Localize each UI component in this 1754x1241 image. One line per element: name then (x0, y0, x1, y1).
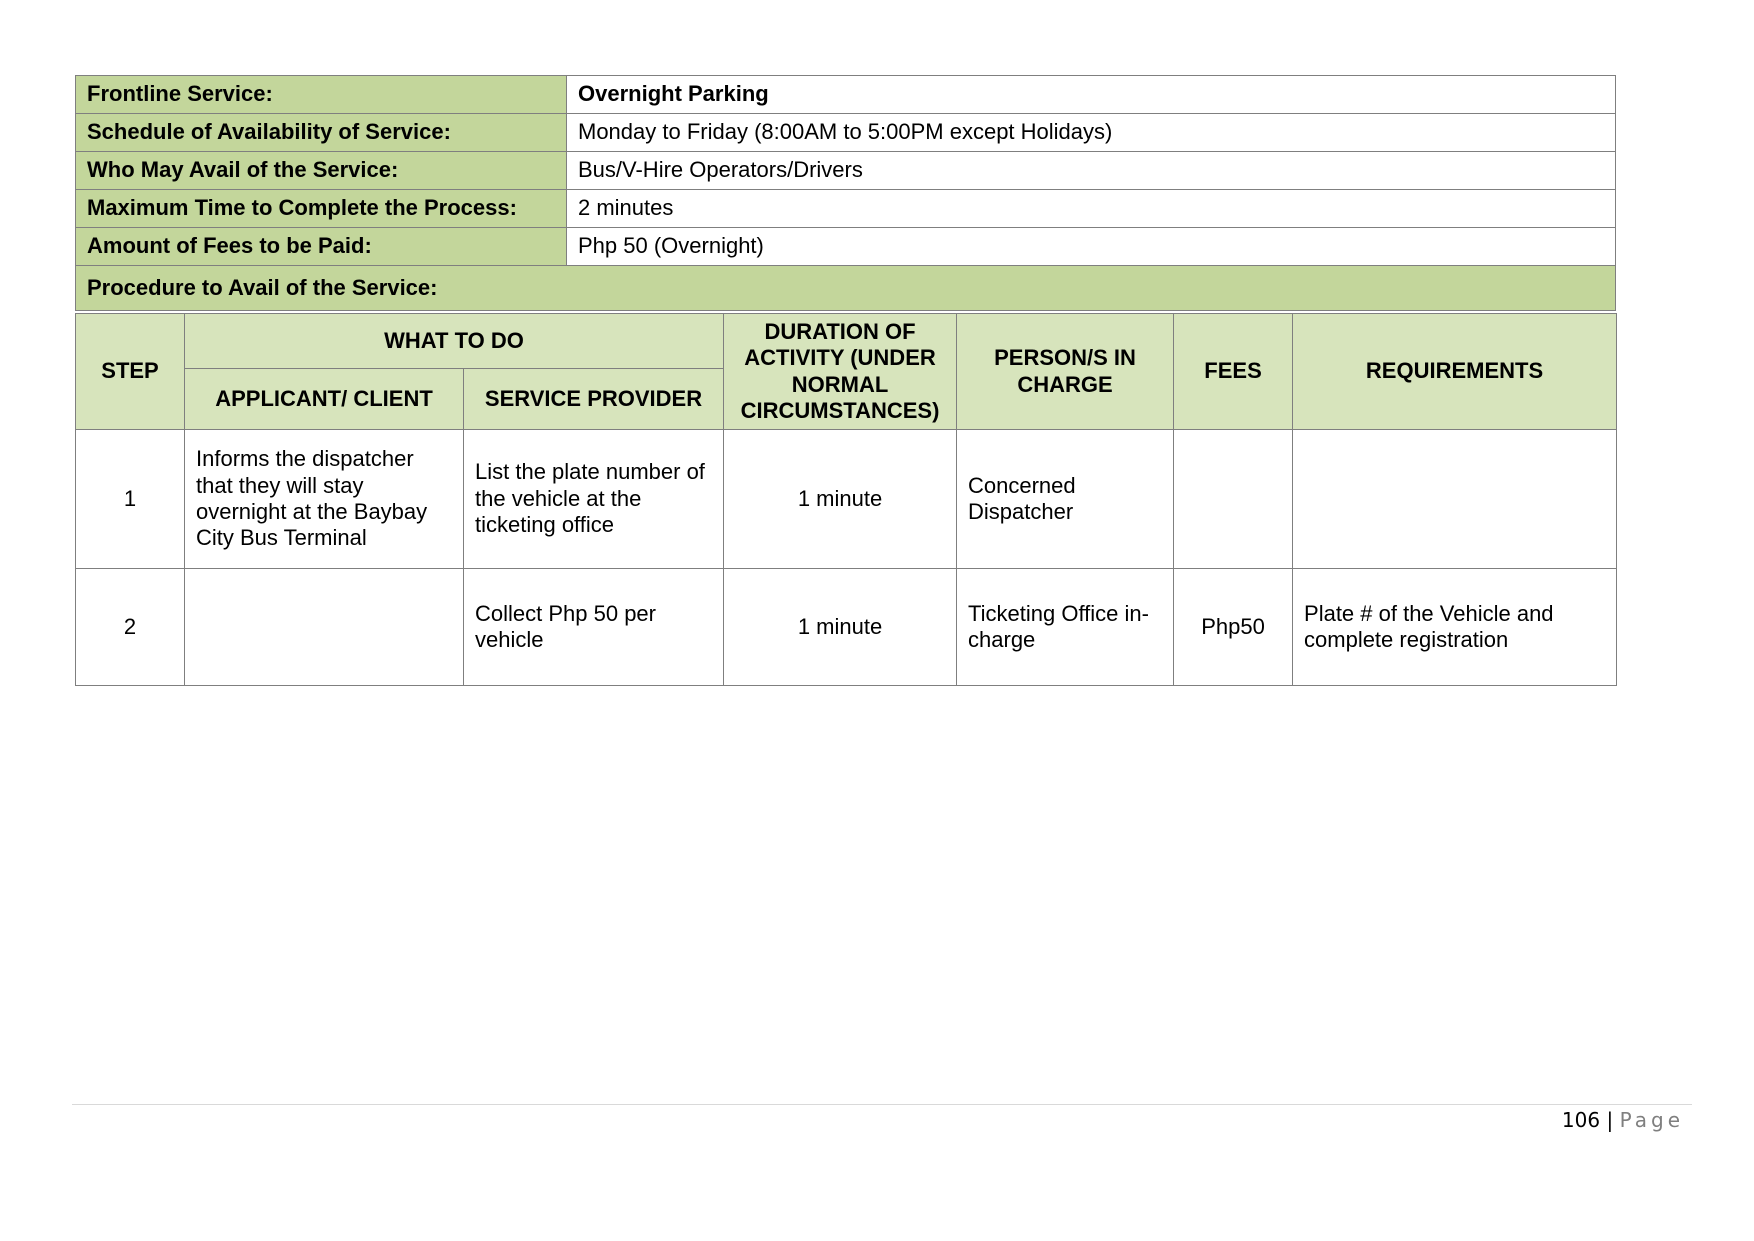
fees-cell (1174, 430, 1293, 569)
requirements-cell (1293, 430, 1617, 569)
procedure-label: Procedure to Avail of the Service: (76, 266, 1616, 311)
info-row-who (76, 152, 1616, 190)
page-separator: | (1606, 1108, 1614, 1132)
table-row (76, 569, 1617, 686)
duration-cell: 1 minute (724, 569, 957, 686)
schedule-label: Schedule of Availability of Service: (76, 114, 567, 152)
header-duration: DURATION OF ACTIVITY (UNDER NORMAL CIRCUMSTANCES) (724, 314, 957, 430)
header-service-provider: SERVICE PROVIDER (464, 369, 724, 430)
info-row-time (76, 190, 1616, 228)
info-row-schedule (76, 114, 1616, 152)
schedule-value: Monday to Friday (8:00AM to 5:00PM except Holidays) (567, 114, 1616, 152)
fees-value: Php 50 (Overnight) (567, 228, 1616, 266)
step-number: 1 (76, 430, 185, 569)
header-fees: FEES (1174, 314, 1293, 430)
person-in-charge-cell: Concerned Dispatcher (957, 430, 1174, 569)
fees-cell: Php50 (1174, 569, 1293, 686)
table-row (76, 430, 1617, 569)
header-person-in-charge: PERSON/S IN CHARGE (957, 314, 1174, 430)
who-may-avail-label: Who May Avail of the Service: (76, 152, 567, 190)
requirements-cell: Plate # of the Vehicle and complete registration (1293, 569, 1617, 686)
applicant-action: Informs the dispatcher that they will stay overnight at the Baybay City Bus Terminal (185, 430, 464, 569)
header-requirements: REQUIREMENTS (1293, 314, 1617, 430)
person-in-charge-cell: Ticketing Office in-charge (957, 569, 1174, 686)
max-time-value: 2 minutes (567, 190, 1616, 228)
info-row-procedure (76, 266, 1616, 311)
page-word: Page (1619, 1108, 1684, 1132)
provider-action: List the plate number of the vehicle at the ticketing office (464, 430, 724, 569)
frontline-service-label: Frontline Service: (76, 76, 567, 114)
header-step: STEP (76, 314, 185, 430)
who-may-avail-value: Bus/V-Hire Operators/Drivers (567, 152, 1616, 190)
fees-label: Amount of Fees to be Paid: (76, 228, 567, 266)
provider-action: Collect Php 50 per vehicle (464, 569, 724, 686)
step-number: 2 (76, 569, 185, 686)
page-number: 106 (1561, 1108, 1601, 1132)
header-applicant-client: APPLICANT/ CLIENT (185, 369, 464, 430)
duration-cell: 1 minute (724, 430, 957, 569)
footer-divider (72, 1104, 1692, 1105)
info-row-frontline (76, 76, 1616, 114)
procedure-table (75, 313, 1617, 686)
header-row-top (76, 314, 1617, 369)
page-footer (1562, 1108, 1684, 1132)
frontline-service-value: Overnight Parking (567, 76, 1616, 114)
service-info-table (75, 75, 1616, 311)
applicant-action (185, 569, 464, 686)
header-what-to-do: WHAT TO DO (185, 314, 724, 369)
info-row-fees (76, 228, 1616, 266)
max-time-label: Maximum Time to Complete the Process: (76, 190, 567, 228)
